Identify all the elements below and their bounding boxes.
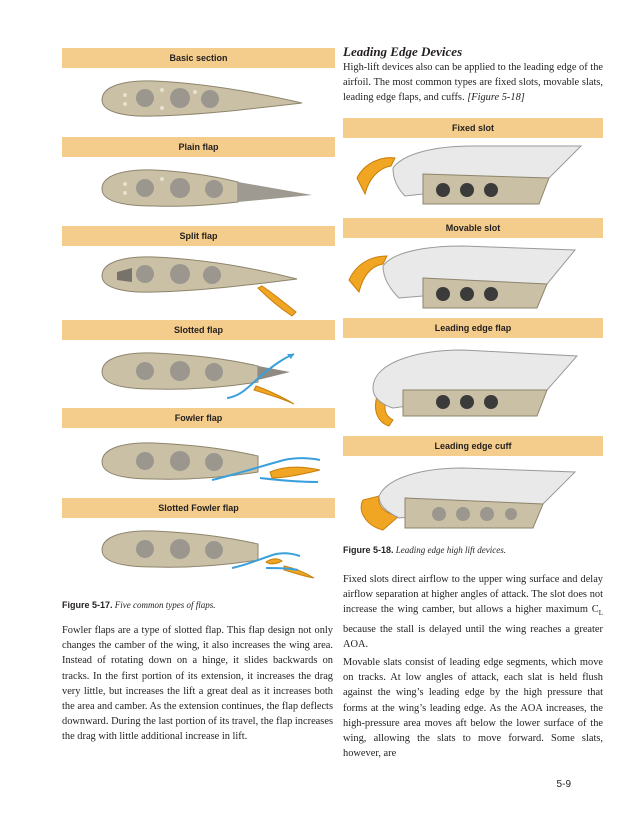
panel-title: Leading edge cuff bbox=[343, 436, 603, 456]
intro-text: High-lift devices also can be applied to the leading edge of the airfoil. The most common types are fixed slots, movable slats, leading edge flaps, and cuffs. bbox=[343, 62, 603, 104]
figure-5-17-panel-plain-flap bbox=[62, 137, 335, 219]
panel-title: Split flap bbox=[62, 226, 335, 246]
fowler-flap-airfoil bbox=[62, 428, 335, 496]
panel-title: Fixed slot bbox=[343, 118, 603, 138]
plain-flap-airfoil bbox=[62, 157, 335, 219]
figure-5-17-caption bbox=[62, 600, 216, 610]
panel-title: Basic section bbox=[62, 48, 335, 68]
panel-title: Slotted flap bbox=[62, 320, 335, 340]
figure-5-18-panel-leading-edge-flap bbox=[343, 318, 603, 428]
figure-5-18-panel-fixed-slot bbox=[343, 118, 603, 216]
caption-text: Five common types of flaps. bbox=[114, 600, 216, 610]
fixed-slots-paragraph bbox=[343, 572, 603, 652]
panel-title: Fowler flap bbox=[62, 408, 335, 428]
figure-5-18-panel-movable-slot bbox=[343, 218, 603, 314]
fixed-slots-text-b: because the stall is delayed until the wing reaches a greater AOA. bbox=[343, 623, 603, 650]
panel-title: Plain flap bbox=[62, 137, 335, 157]
figure-5-17-panel-slotted-flap bbox=[62, 320, 335, 406]
leading-edge-flap-wing bbox=[343, 338, 603, 428]
figure-5-17-panel-basic bbox=[62, 48, 335, 130]
slotted-fowler-flap-airfoil bbox=[62, 518, 335, 582]
figure-5-18-caption bbox=[343, 545, 506, 555]
intro-paragraph bbox=[343, 60, 603, 106]
fixed-slot-wing bbox=[343, 138, 603, 216]
fixed-slots-subscript: L bbox=[598, 609, 603, 618]
figure-5-17-panel-fowler-flap bbox=[62, 408, 335, 496]
basic-section-airfoil bbox=[62, 68, 335, 130]
leading-edge-cuff-wing bbox=[343, 456, 603, 534]
movable-slats-paragraph: Movable slats consist of leading edge segments, which move on tracks. At low angles of attack, each slat is held flush against the wing’s leading edge by the high pressure that forms at the wing’s leading edge. As the AOA increases, the high-pressure area moves aft below the lower surface of the wing, allowing the slats to move forward. Some slats, however, are bbox=[343, 657, 603, 760]
figure-5-17-panel-slotted-fowler-flap bbox=[62, 498, 335, 582]
figure-5-17-panel-split-flap bbox=[62, 226, 335, 320]
caption-text: Leading edge high lift devices. bbox=[395, 545, 506, 555]
section-heading: Leading Edge Devices bbox=[343, 44, 463, 59]
fowler-flap-paragraph: Fowler flaps are a type of slotted flap. This flap design not only changes the camber of the wing, it also increases the wing area. Instead of rotating down on a hinge, it slides backwards on tracks. In the first portion of its extension, it increases the drag very little, but increases the lift a great deal as it increases both the area and camber. As the extension continues, the flap deflects downward. During the last portion of its travel, the flap increases the drag with little additional increase in lift. bbox=[62, 625, 333, 743]
fixed-slots-text-a: Fixed slots direct airflow to the upper wing surface and delay airflow separation at higher angles of attack. The slot does not increase the wing camber, but allows a higher maximum C bbox=[343, 574, 603, 616]
figure-5-18-panel-leading-edge-cuff bbox=[343, 436, 603, 534]
figure-reference: [Figure 5-18] bbox=[467, 92, 525, 104]
panel-title: Slotted Fowler flap bbox=[62, 498, 335, 518]
panel-title: Movable slot bbox=[343, 218, 603, 238]
panel-title: Leading edge flap bbox=[343, 318, 603, 338]
page-number: 5-9 bbox=[556, 779, 571, 790]
caption-label: Figure 5-17. bbox=[62, 600, 113, 610]
slotted-flap-airfoil bbox=[62, 340, 335, 406]
movable-slot-wing bbox=[343, 238, 603, 314]
caption-label: Figure 5-18. bbox=[343, 545, 394, 555]
split-flap-airfoil bbox=[62, 246, 335, 320]
